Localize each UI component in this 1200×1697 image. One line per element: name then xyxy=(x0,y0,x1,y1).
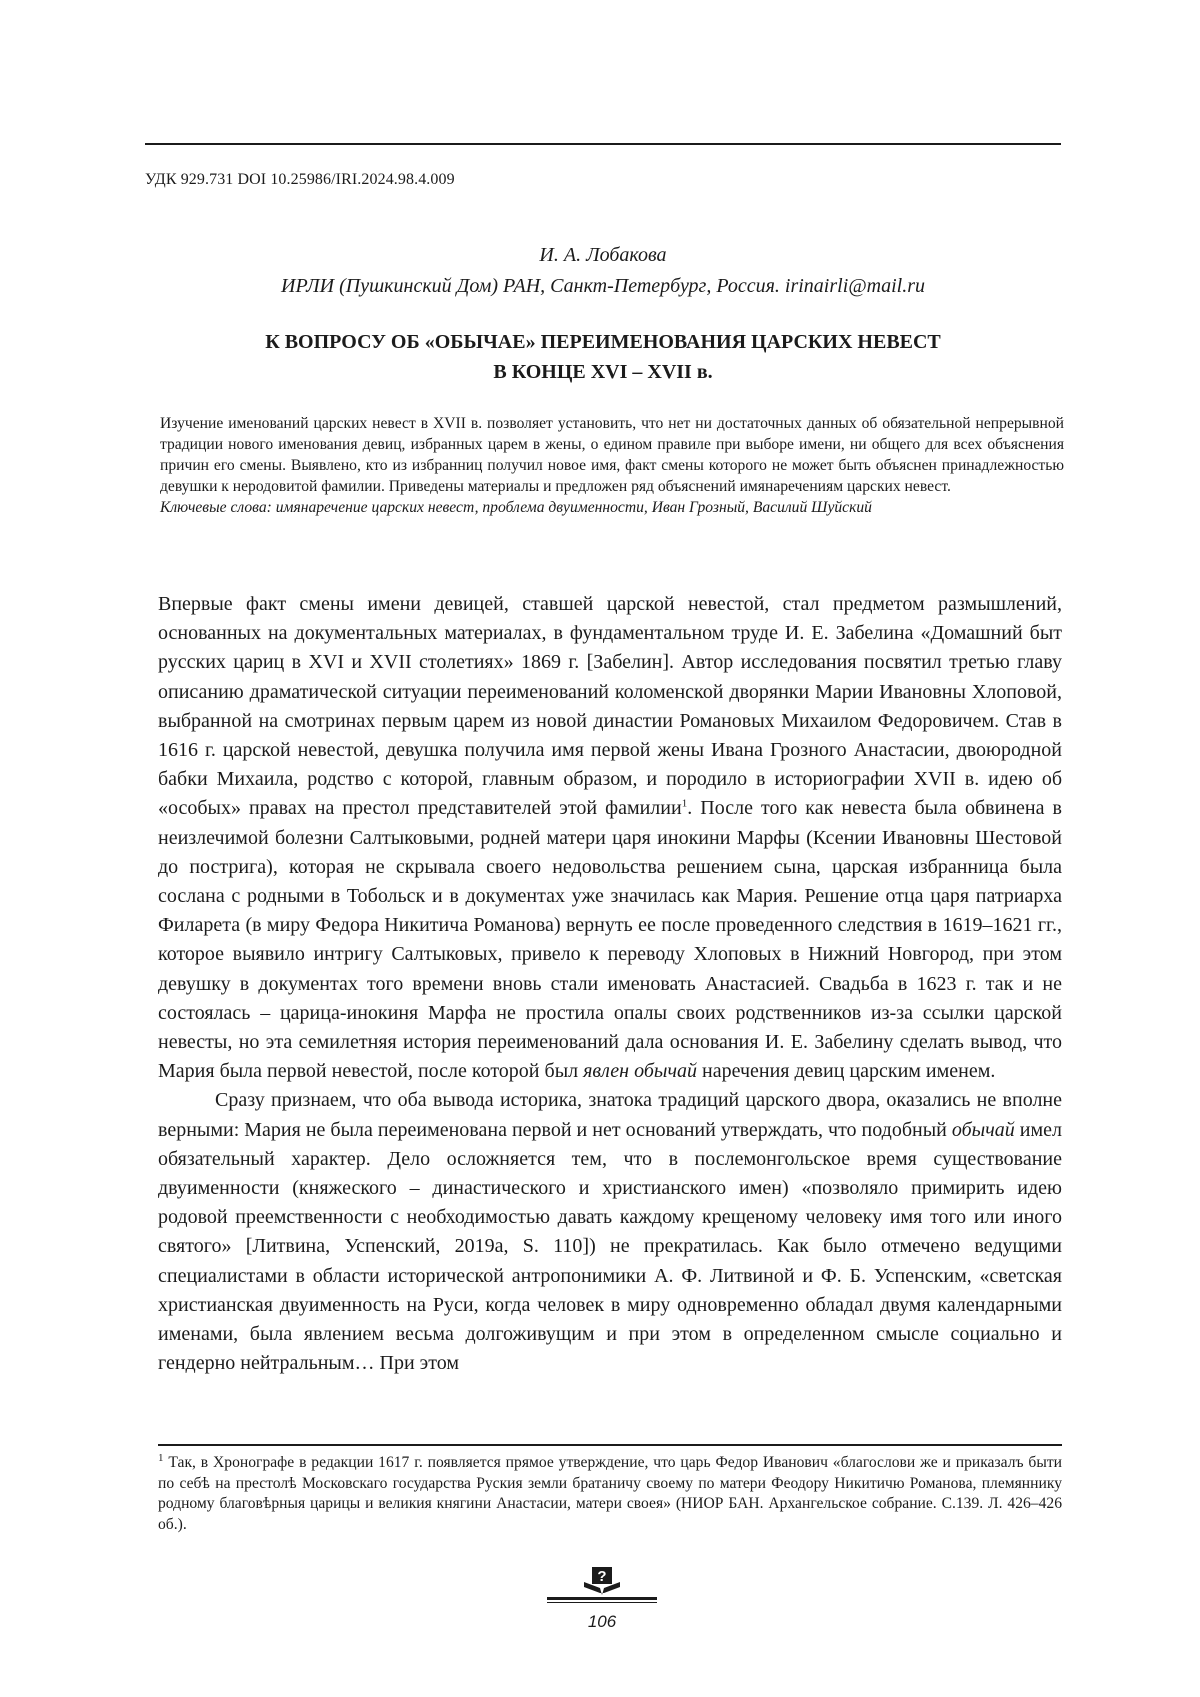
paragraph-2-part-a: Сразу признаем, что оба вывода историка, знатока традиций царского двора, оказались не вполне верными: Мария не была переименована первой и нет оснований утверждать, что подобный xyxy=(158,1089,1062,1141)
footnote-text: Так, в Хронографе в редакции 1617 г. появляется прямое утверждение, что царь Федор Иванович «благослови же и приказалъ быти по себѣ на престолѣ Московскаго государства Руския земли братаничу своему по матери Феодору Никитичю Романова, племяннику родному благовѣрныя царицы и великия княгини Анастасии, матери своея» (НИОР БАН. Архангельское собрание. С.139. Л. 426–426 об.). xyxy=(158,1454,1062,1533)
book-question-icon xyxy=(583,1567,621,1595)
paragraph-2-part-b: имел обязательный характер. Дело осложняется тем, что в послемонгольское время существование двуименности (княжеского – династического и христианского имен) «позволяло примирить идею родовой преемственности с необходимостью давать каждому крещеному человеку имя того или иного святого» [Литвина, Успенский, 2019а, S. 110]) не прекратилась. Как было отмечено ведущими специалистами в области исторической антропонимики А. Ф. Литвиной и Ф. Б. Успенским, «светская христианская двуименность на Руси, когда человек в миру одновременно обладал двумя календарными именами, была явлением весьма долгоживущим и при этом в определенном смысле социально и гендерно нейтральным… При этом xyxy=(158,1118,1063,1375)
footnote-number: 1 xyxy=(158,1451,164,1464)
paragraph-1-part-b: . После того как невеста была обвинена в неизлечимой болезни Салтыковыми, родней матери царя инокини Марфы (Ксении Ивановны Шестовой до пострига), которая не скрывала своего недовольства решением сына, царская избранница была сослана с родными в Тобольск и в документах уже значилась как Мария. Решение отца царя патриарха Филарета (в миру Федора Никитича Романова) вернуть ее после проведенного следствия в 1619–1621 гг., которое выявило интригу Салтыковых, привело к переводу Хлоповых в Нижний Новгород, при этом девушку в документах того времени вновь стали именовать Анастасией. Свадьба в 1623 г. так и не состоялась – царица-инокиня Марфа не простила опалы своих родственников из-за ссылки царской невесты, но эта семилетняя история переименований дала основания И. Е. Забелину сделать вывод, что Мария была первой невестой, после которой был xyxy=(158,797,1062,1083)
paragraph-2-emphasis: обычай xyxy=(951,1118,1015,1141)
body-text xyxy=(158,590,1062,1378)
paragraph-2 xyxy=(158,1086,1062,1378)
paragraph-1-emphasis: явлен обычай xyxy=(583,1060,697,1083)
author-block xyxy=(145,240,1061,302)
footer-rule-thin xyxy=(547,1602,657,1603)
footnote-rule xyxy=(158,1444,1062,1446)
abstract xyxy=(160,413,1064,518)
paragraph-1-part-c: наречения девиц царским именем. xyxy=(697,1060,996,1083)
logo-glyph: ? xyxy=(597,1568,607,1585)
title-line-1: К ВОПРОСУ ОБ «ОБЫЧАЕ» ПЕРЕИМЕНОВАНИЯ ЦАРСКИХ НЕВЕСТ xyxy=(265,331,941,353)
udk-doi: УДК 929.731 DOI 10.25986/IRI.2024.98.4.009 xyxy=(145,171,455,188)
abstract-text: Изучение именований царских невест в XVII в. позволяет установить, что нет ни достаточных данных об обязательной непрерывной традиции нового именования девиц, избранных царем в жены, о едином правиле при выборе имени, ни общего для всех объяснения причин его смены. Выявлено, кто из избранниц получил новое имя, факт смены которого не может быть объяснен принадлежностью девушки к неродовитой фамилии. Приведены материалы и предложен ряд объяснений имянаречениям царских невест. xyxy=(160,415,1064,495)
article-title xyxy=(145,327,1061,387)
footnote xyxy=(158,1453,1062,1535)
header-rule xyxy=(145,143,1061,145)
author-name: И. А. Лобакова xyxy=(539,244,667,266)
paragraph-1 xyxy=(158,590,1062,1086)
footnote-reference[interactable]: 1 xyxy=(681,797,688,810)
author-affiliation: ИРЛИ (Пушкинский Дом) РАН, Санкт-Петербург, Россия. irinairli@mail.ru xyxy=(281,275,925,297)
page-number: 106 xyxy=(587,1612,617,1631)
paragraph-1-part-a: Впервые факт смены имени девицей, ставшей царской невестой, стал предметом размышлений, основанных на документальных материалах, в фундаментальном труде И. Е. Забелина «Домашний быт русских цариц в XVI и XVII столетиях» 1869 г. [Забелин]. Автор исследования посвятил третью главу описанию драматической ситуации переименований коломенской дворянки Марии Ивановны Хлоповой, выбранной на смотринах первым царем из новой династии Романовых Михаилом Федоровичем. Став в 1616 г. царской невестой, девушка получила имя первой жены Ивана Грозного Анастасии, двоюродной бабки Михаила, родство с которой, главным образом, и породило в историографии XVII в. идею об «особых» правах на престол представителей этой фамилии xyxy=(158,593,1062,820)
footer-rule xyxy=(547,1597,657,1600)
keywords: Ключевые слова: имянаречение царских невест, проблема двуименности, Иван Грозный, Василий Шуйский xyxy=(160,499,872,516)
title-line-2: В КОНЦЕ XVI – XVII в. xyxy=(493,361,713,383)
